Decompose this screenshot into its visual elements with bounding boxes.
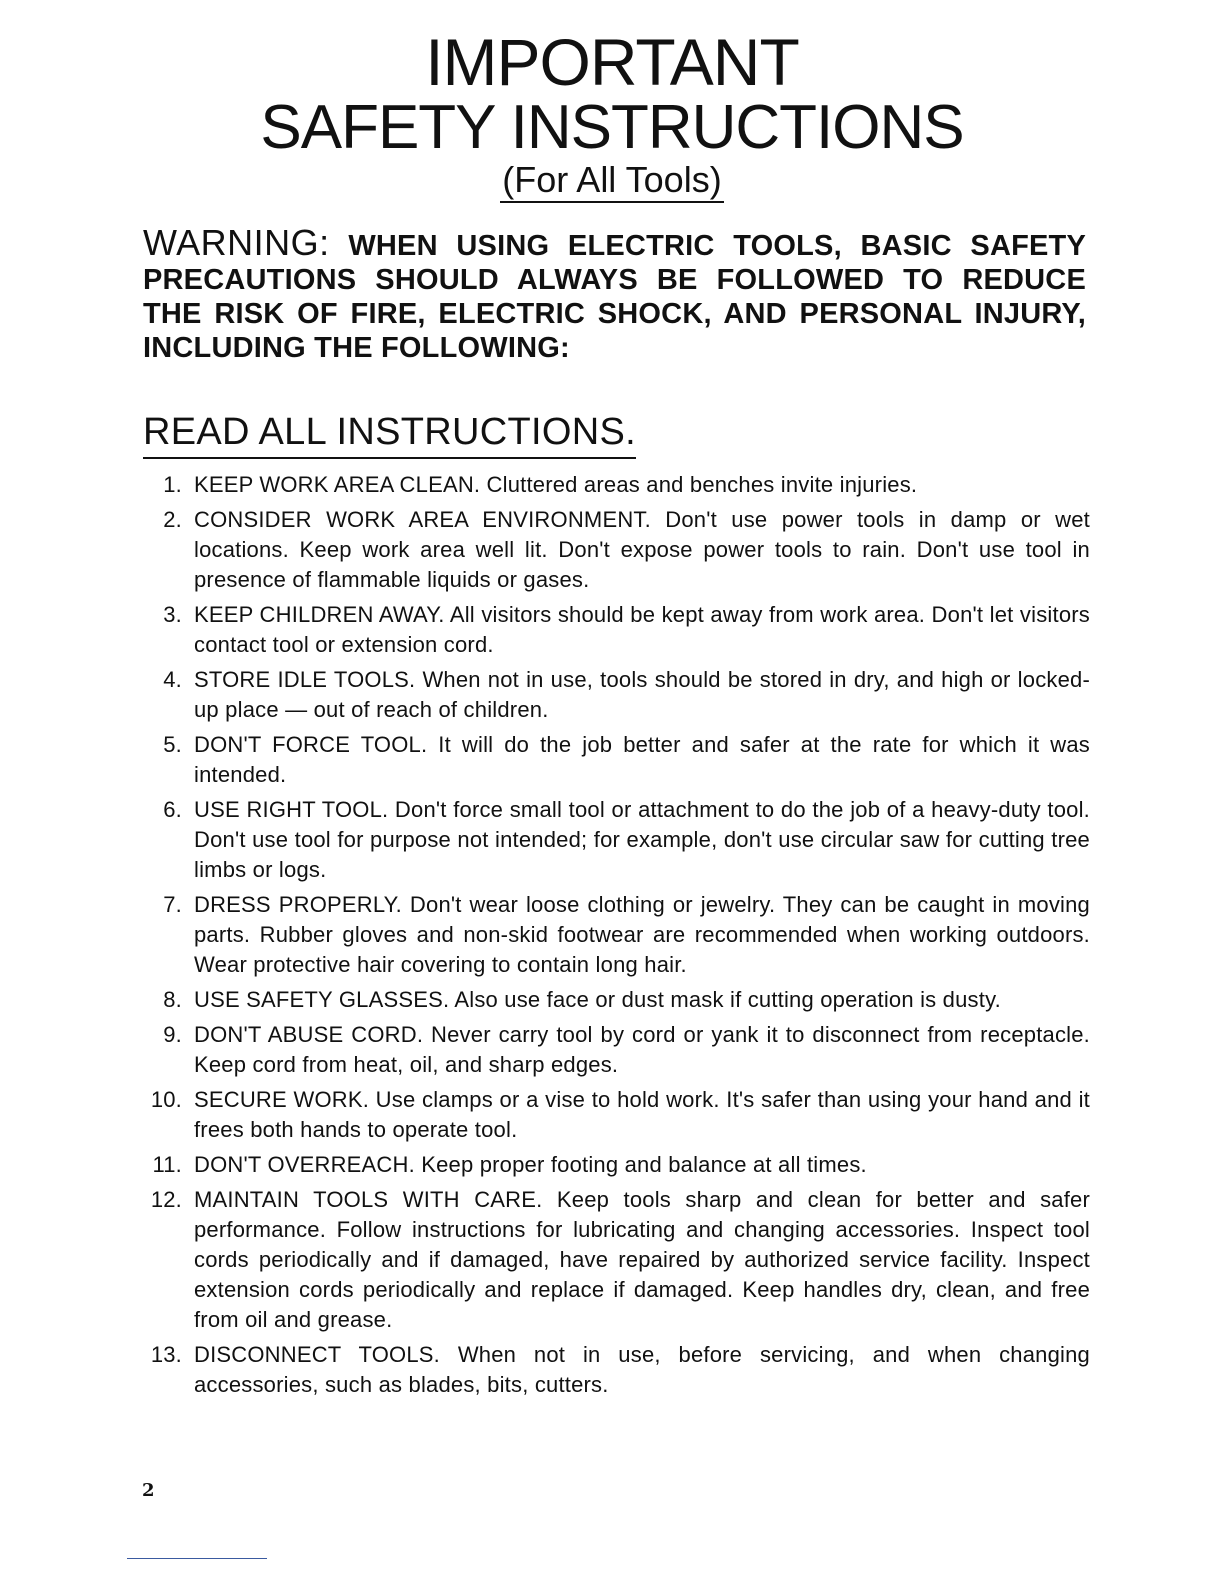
page-number: 2: [142, 1480, 155, 1501]
rule-text: DISCONNECT TOOLS. When not in use, before servicing, and when changing accessories, such as blades, bits, cutters.: [194, 1342, 1090, 1397]
read-all-heading: [143, 410, 636, 459]
rule-text: DON'T OVERREACH. Keep proper footing and balance at all times.: [194, 1152, 867, 1177]
warning-lead: WARNING:: [143, 222, 330, 263]
rule-text: MAINTAIN TOOLS WITH CARE. Keep tools sharp and clean for better and safer performance. Follow instructions for lubricating and changing accessories. Inspect tool cords periodically and if damaged, have repaired by authorized service facility. Inspect extension cords periodically and replace if damaged. Keep handles dry, clean, and free from oil and grease.: [194, 1187, 1090, 1332]
rule-item: [150, 1185, 1090, 1335]
rule-text: CONSIDER WORK AREA ENVIRONMENT. Don't use power tools in damp or wet locations. Keep work area well lit. Don't expose power tools to rain. Don't use tool in presence of flammable liquids or gases.: [194, 507, 1090, 592]
read-all-text: READ ALL INSTRUCTIONS.: [143, 410, 636, 459]
rule-number: 3.: [163, 602, 182, 627]
rule-text: USE RIGHT TOOL. Don't force small tool or attachment to do the job of a heavy-duty tool. Don't use tool for purpose not intended; for example, don't use circular saw for cutting tree limbs or logs.: [194, 797, 1090, 882]
rule-item: [150, 795, 1090, 885]
rule-text: DON'T FORCE TOOL. It will do the job better and safer at the rate for which it was intended.: [194, 732, 1090, 787]
rule-number: 2.: [163, 507, 182, 532]
rule-number: 4.: [163, 667, 182, 692]
rule-number: 7.: [163, 892, 182, 917]
rule-text: DON'T ABUSE CORD. Never carry tool by cord or yank it to disconnect from receptacle. Keep cord from heat, oil, and sharp edges.: [194, 1022, 1090, 1077]
rule-item: [150, 1085, 1090, 1145]
rule-number: 9.: [163, 1022, 182, 1047]
warning-paragraph: [143, 222, 1087, 365]
rule-item: [150, 1150, 1090, 1180]
rule-number: 6.: [163, 797, 182, 822]
rule-item: [150, 1340, 1090, 1400]
rule-item: [150, 600, 1090, 660]
rule-number: 5.: [163, 732, 182, 757]
rule-item: [150, 1020, 1090, 1080]
rule-number: 10.: [150, 1087, 182, 1112]
rule-item: [150, 665, 1090, 725]
subtitle-text: (For All Tools): [500, 160, 723, 203]
rule-item: [150, 985, 1090, 1015]
rule-number: 11.: [152, 1152, 182, 1177]
page-title-safety-instructions: SAFETY INSTRUCTIONS: [260, 93, 964, 162]
footer-divider: [127, 1558, 267, 1559]
rule-item: [150, 470, 1090, 500]
rule-number: 13.: [150, 1342, 182, 1367]
rule-text: STORE IDLE TOOLS. When not in use, tools should be stored in dry, and high or locked-up place — out of reach of children.: [194, 667, 1090, 722]
rule-text: KEEP CHILDREN AWAY. All visitors should be kept away from work area. Don't let visitors contact tool or extension cord.: [194, 602, 1090, 657]
rule-number: 12.: [150, 1187, 182, 1212]
rule-item: [150, 890, 1090, 980]
rule-number: 1.: [163, 472, 182, 497]
rule-number: 8.: [163, 987, 182, 1012]
page-title-important: IMPORTANT: [425, 25, 799, 99]
rule-text: SECURE WORK. Use clamps or a vise to hold work. It's safer than using your hand and it frees both hands to operate tool.: [194, 1087, 1090, 1142]
warning-text: WHEN USING ELECTRIC TOOLS, BASIC SAFETY PRECAUTIONS SHOULD ALWAYS BE FOLLOWED TO REDUCE THE RISK OF FIRE, ELECTRIC SHOCK, AND PERSONAL INJURY, INCLUDING THE FOLLOWING:: [143, 230, 1087, 364]
rule-text: USE SAFETY GLASSES. Also use face or dust mask if cutting operation is dusty.: [194, 987, 1001, 1012]
safety-rules-list: [150, 470, 1090, 1405]
rule-text: DRESS PROPERLY. Don't wear loose clothing or jewelry. They can be caught in moving parts. Rubber gloves and non-skid footwear are recommended when working outdoors. Wear protective hair covering to contain long hair.: [194, 892, 1090, 977]
page-subtitle: [0, 160, 1224, 203]
rule-item: [150, 505, 1090, 595]
rule-text: KEEP WORK AREA CLEAN. Cluttered areas and benches invite injuries.: [194, 472, 918, 497]
rule-item: [150, 730, 1090, 790]
